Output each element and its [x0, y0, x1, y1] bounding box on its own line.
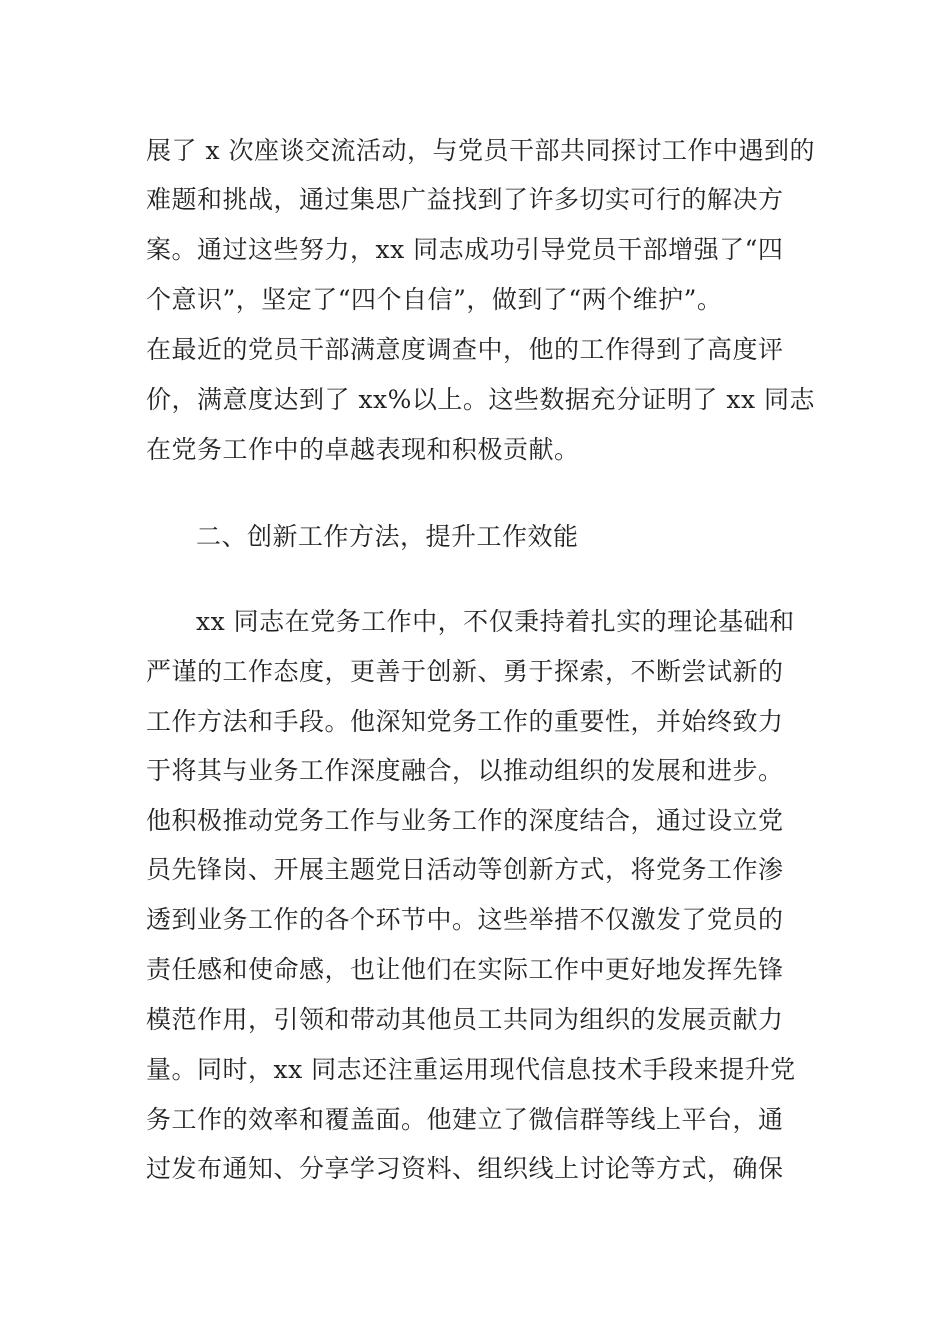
paragraph-line: 务工作的效率和覆盖面。他建立了微信群等线上平台，通 — [146, 1105, 784, 1134]
paragraph-line: 展了 x 次座谈交流活动，与党员干部共同探讨工作中遇到的 — [146, 136, 815, 165]
paragraph-line: 在党务工作中的卓越表现和积极贡献。 — [146, 435, 580, 464]
paragraph-line: 量。同时，xx 同志还注重运用现代信息技术手段来提升党 — [146, 1055, 796, 1084]
paragraph-line: 责任感和使命感，也让他们在实际工作中更好地发挥先锋 — [146, 955, 784, 984]
section-heading: 二、创新工作方法，提升工作效能 — [196, 522, 579, 551]
paragraph-line: xx 同志在党务工作中，不仅秉持着扎实的理论基础和 — [196, 607, 795, 636]
paragraph-line: 过发布通知、分享学习资料、组织线上讨论等方式，确保 — [146, 1154, 784, 1183]
paragraph-line: 员先锋岗、开展主题党日活动等创新方式，将党务工作渗 — [146, 855, 784, 884]
paragraph-line: 严谨的工作态度，更善于创新、勇于探索，不断尝试新的 — [146, 657, 784, 686]
paragraph-line: 工作方法和手段。他深知党务工作的重要性，并始终致力 — [146, 707, 784, 736]
paragraph-line: 在最近的党员干部满意度调查中，他的工作得到了高度评 — [146, 335, 784, 364]
paragraph-line: 他积极推动党务工作与业务工作的深度结合，通过设立党 — [146, 806, 784, 835]
paragraph-line: 难题和挑战，通过集思广益找到了许多切实可行的解决方 — [146, 185, 784, 214]
paragraph-line: 模范作用，引领和带动其他员工共同为组织的发展贡献力 — [146, 1005, 784, 1034]
paragraph-line: 于将其与业务工作深度融合，以推动组织的发展和进步。 — [146, 756, 784, 785]
paragraph-line: 个意识”，坚定了“四个自信”，做到了“两个维护”。 — [146, 285, 723, 314]
paragraph-line: 价，满意度达到了 xx%以上。这些数据充分证明了 xx 同志 — [146, 385, 815, 414]
paragraph-line: 案。通过这些努力，xx 同志成功引导党员干部增强了“四 — [146, 235, 784, 264]
paragraph-line: 透到业务工作的各个环节中。这些举措不仅激发了党员的 — [146, 905, 784, 934]
